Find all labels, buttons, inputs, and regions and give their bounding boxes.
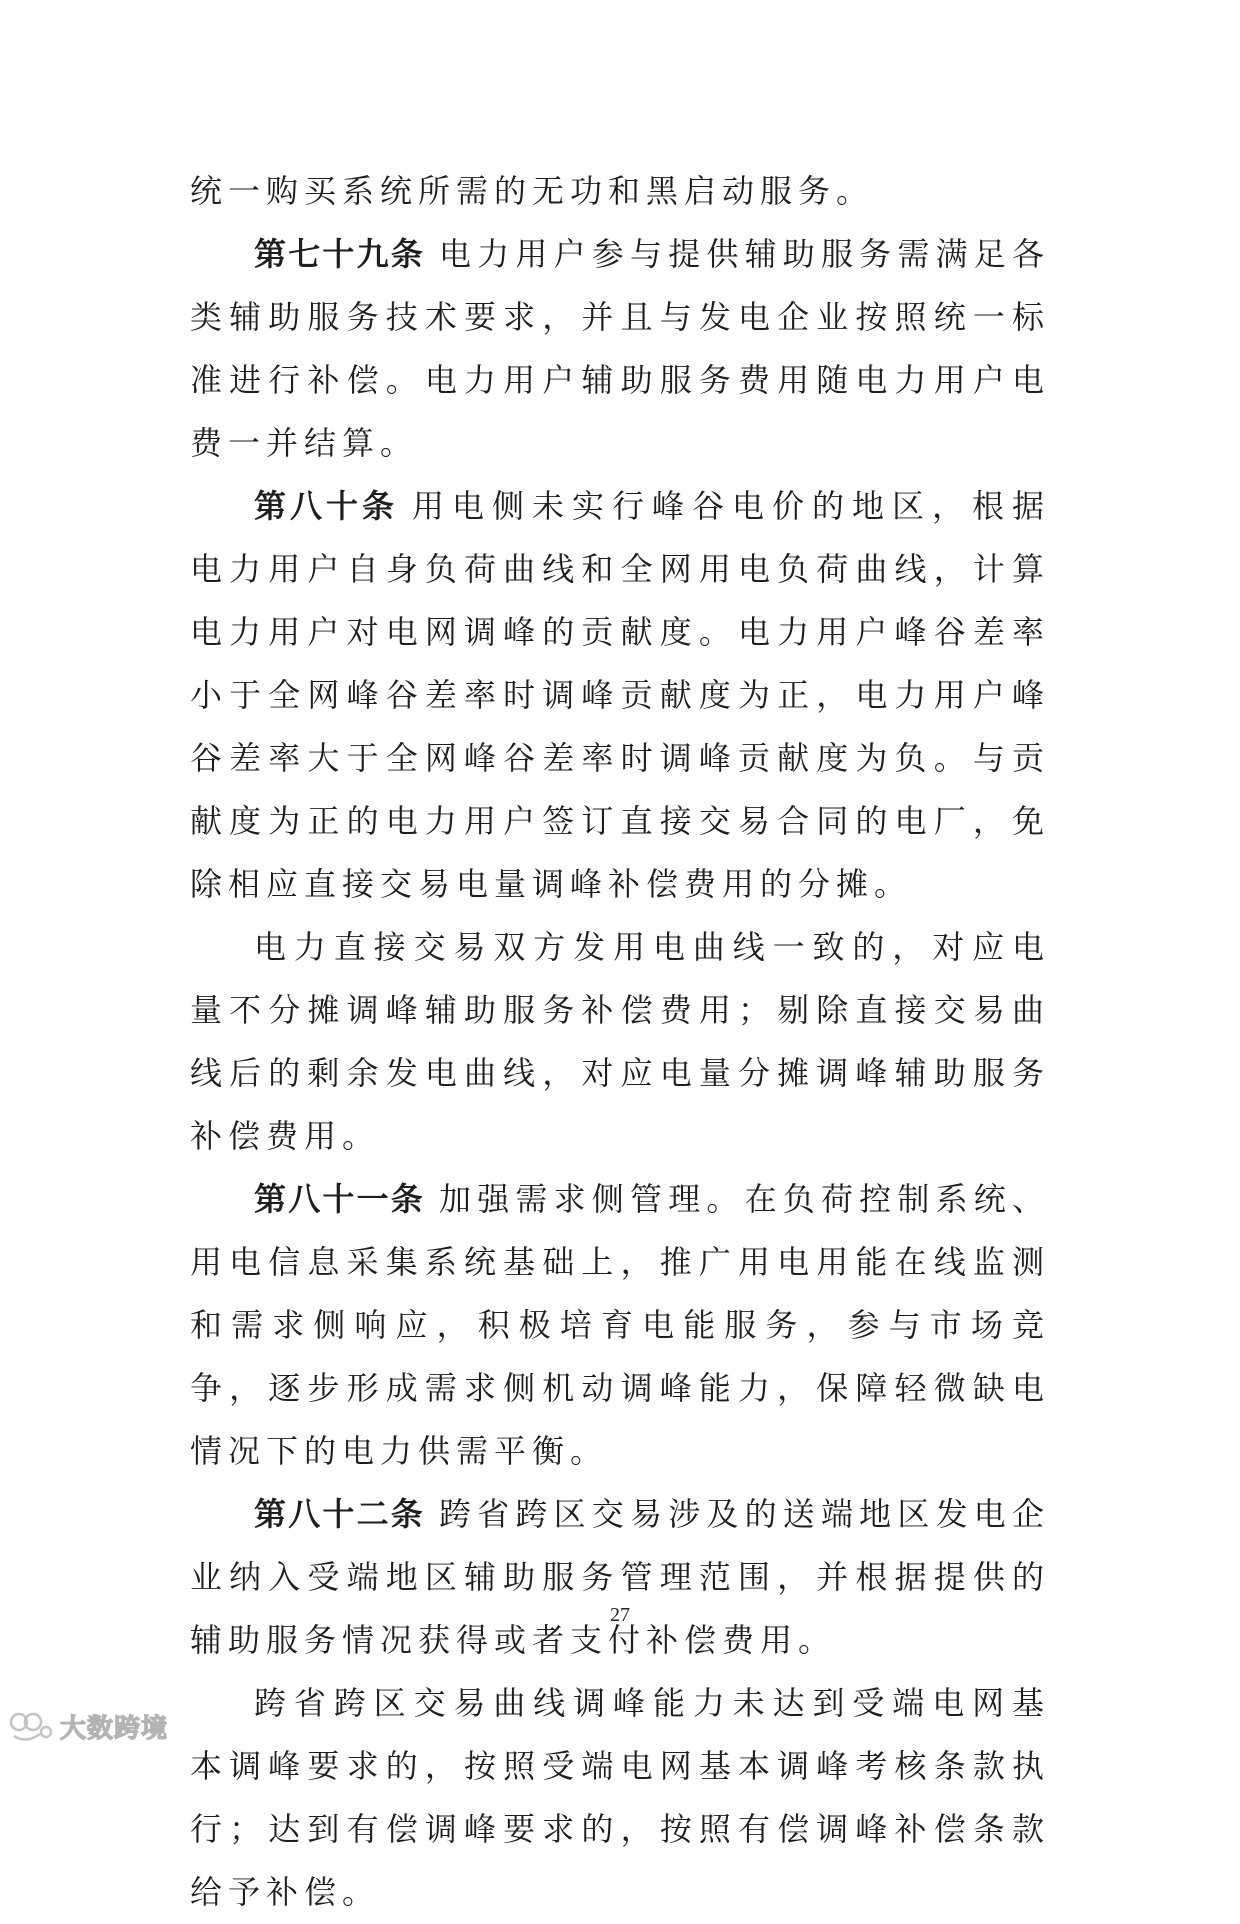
article-heading: 第八十一条 [254,1180,425,1218]
paragraph-3 [190,475,1050,916]
paragraph-1 [190,160,1050,223]
article-heading: 第八十二条 [254,1495,425,1533]
watermark-text: 大数跨境 [60,1714,169,1744]
watermark [8,1708,168,1745]
paragraph-5 [190,1168,1050,1483]
paragraph-text: 用电侧未实行峰谷电价的地区，根据电力用户自身负荷曲线和全网用电负荷曲线，计算电力用户对电网调峰的贡献度。电力用户峰谷差率小于全网峰谷差率时调峰贡献度为正，电力用户峰谷差率大于全网峰谷差率时调峰贡献度为负。与贡献度为正的电力用户签订直接交易合同的电厂，免除相应直接交易电量调峰补偿费用的分摊。 [190,487,1050,903]
paragraph-text: 电力用户参与提供辅助服务需满足各类辅助服务技术要求，并且与发电企业按照统一标准进行补偿。电力用户辅助服务费用随电力用户电费一并结算。 [190,235,1050,462]
paragraph-text: 电力直接交易双方发用电曲线一致的，对应电量不分摊调峰辅助服务补偿费用；剔除直接交易曲线后的剩余发电曲线，对应电量分摊调峰辅助服务补偿费用。 [190,928,1050,1155]
article-heading: 第八十条 [254,487,398,525]
paragraph-6 [190,1483,1050,1672]
paragraph-4 [190,916,1050,1168]
document-body [190,160,1050,1924]
page-number: 27 [610,1604,630,1626]
logo-icon [8,1710,54,1744]
paragraph-text: 跨省跨区交易曲线调峰能力未达到受端电网基本调峰要求的，按照受端电网基本调峰考核条款执行；达到有偿调峰要求的，按照有偿调峰补偿条款给予补偿。 [190,1684,1050,1911]
paragraph-2 [190,223,1050,475]
paragraph-text: 跨省跨区交易涉及的送端地区发电企业纳入受端地区辅助服务管理范围，并根据提供的辅助服务情况获得或者支付补偿费用。 [190,1495,1050,1659]
paragraph-text: 加强需求侧管理。在负荷控制系统、用电信息采集系统基础上，推广用电用能在线监测和需求侧响应，积极培育电能服务，参与市场竞争，逐步形成需求侧机动调峰能力，保障轻微缺电情况下的电力供需平衡。 [190,1180,1050,1470]
paragraph-7 [190,1672,1050,1924]
article-heading: 第七十九条 [254,235,425,273]
paragraph-text: 统一购买系统所需的无功和黑启动服务。 [190,172,875,210]
